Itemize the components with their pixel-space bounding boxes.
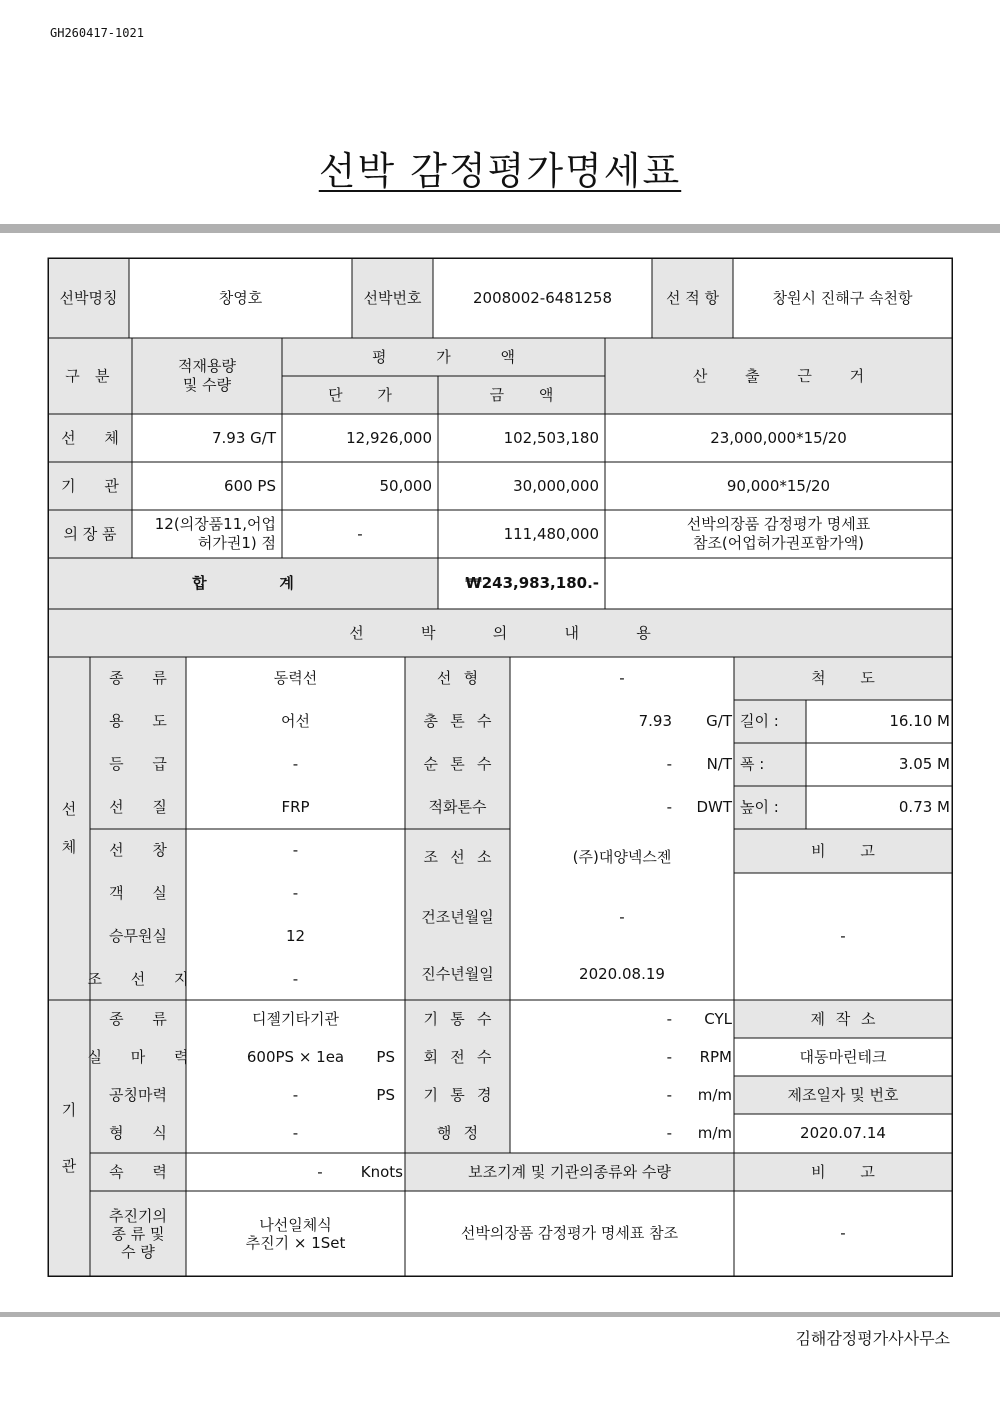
engine-spec-label: 기 통 수 xyxy=(423,1009,492,1028)
manufacture-label: 제조일자 및 번호 xyxy=(787,1085,899,1104)
hull-item-value: 12 xyxy=(285,926,306,945)
engine-item-value: - xyxy=(292,1085,299,1104)
speed-label: 속 력 xyxy=(109,1162,167,1181)
row-unit-price: - xyxy=(357,524,363,543)
built-date-label: 건조년월일 xyxy=(421,907,494,926)
engine-item-label: 공칭마력 xyxy=(109,1085,167,1104)
hull-section-label: 선 체 xyxy=(61,800,77,856)
row-basis: 23,000,000*15/20 xyxy=(710,428,847,447)
built-date-value: - xyxy=(619,907,625,926)
row-amount: 111,480,000 xyxy=(503,524,599,543)
capacity-header: 적재용량 및 수량 xyxy=(178,357,236,394)
total-value: ₩243,983,180.- xyxy=(465,574,599,593)
hull-item-value: FRP xyxy=(281,797,310,816)
row-label: 선 체 xyxy=(61,428,119,447)
hull-spec-unit: DWT xyxy=(696,798,732,817)
engine-item-value: 디젤기타기관 xyxy=(252,1009,339,1028)
value-header: 평 가 액 xyxy=(371,347,515,366)
port-value: 창원시 진해구 속천항 xyxy=(772,288,913,307)
engine-item-label: 실 마 력 xyxy=(87,1047,189,1066)
hull-spec-label: 총 톤 수 xyxy=(423,712,492,731)
manufacture-value: 2020.07.14 xyxy=(800,1124,886,1143)
hull-item-value: - xyxy=(292,754,299,773)
engine-section-label: 기 관 xyxy=(61,1100,77,1175)
engine-item-label: 종 류 xyxy=(109,1009,167,1028)
hull-spec-unit: N/T xyxy=(706,755,732,774)
engine-item-unit: PS xyxy=(376,1047,395,1066)
propulsion-label: 추진기의 종 류 및 수 량 xyxy=(109,1206,167,1261)
basis-header: 산 출 근 거 xyxy=(692,366,865,385)
detail-header: 선 박 의 내 용 xyxy=(349,623,651,642)
engine-spec-value: - xyxy=(666,1047,672,1066)
engine-spec-unit: RPM xyxy=(699,1047,732,1066)
row-unit-price: 50,000 xyxy=(379,476,432,495)
hull-item-value: 동력선 xyxy=(273,668,318,687)
engine-spec-label: 회 전 수 xyxy=(423,1047,492,1066)
hull-item-label: 등 급 xyxy=(109,754,167,773)
hull-spec-value: - xyxy=(619,669,625,688)
port-label: 선 적 항 xyxy=(665,288,719,307)
ship-number-value: 2008002-6481258 xyxy=(472,288,613,307)
builder-value: (주)대양넥스젠 xyxy=(572,848,672,867)
hull-spec-unit: G/T xyxy=(706,712,732,731)
hull-item-label: 선 창 xyxy=(109,840,167,859)
row-capacity: 600 PS xyxy=(224,476,276,495)
hull-spec-label: 적화톤수 xyxy=(428,798,487,817)
dimension-label: 폭 : xyxy=(740,755,765,774)
aux-machinery-value: 선박의장품 감정평가 명세표 참조 xyxy=(460,1224,679,1243)
amount-header: 금 액 xyxy=(489,385,554,404)
document-id: GH260417-1021 xyxy=(50,26,144,40)
propulsion-value: 나선일체식 추진기 × 1Set xyxy=(245,1215,346,1252)
engine-item-value: - xyxy=(292,1123,299,1142)
hull-item-label: 조 선 지 xyxy=(87,969,189,988)
engine-spec-unit: CYL xyxy=(704,1009,732,1028)
maker-label: 제 작 소 xyxy=(810,1009,876,1028)
dimension-value: 0.73 M xyxy=(898,798,950,817)
ship-name-value: 창영호 xyxy=(218,288,263,307)
hull-item-label: 용 도 xyxy=(109,711,167,730)
builder-label: 조 선 소 xyxy=(423,848,492,867)
hull-item-label: 종 류 xyxy=(109,668,167,687)
launch-date-label: 진수년월일 xyxy=(421,964,494,983)
maker-value: 대동마린테크 xyxy=(799,1047,887,1066)
engine-item-unit xyxy=(365,1114,405,1152)
engine-item-label: 형 식 xyxy=(109,1123,167,1142)
row-amount: 30,000,000 xyxy=(513,476,599,495)
speed-value: - xyxy=(317,1162,323,1181)
engine-spec-label: 기 통 경 xyxy=(423,1085,492,1104)
hull-item-label: 객 실 xyxy=(109,883,167,902)
hull-item-value: 어선 xyxy=(281,711,310,730)
office-name: 김해감정평가사사무소 xyxy=(795,1329,950,1348)
hull-spec-label: 선 형 xyxy=(436,669,479,688)
engine-spec-value: - xyxy=(666,1123,672,1142)
row-capacity: 12(의장품11,어업 허가권1) 점 xyxy=(154,515,276,552)
hull-spec-value: - xyxy=(666,798,672,817)
speed-unit: Knots xyxy=(360,1162,403,1181)
row-basis: 90,000*15/20 xyxy=(726,476,831,495)
dimension-value: 3.05 M xyxy=(898,755,950,774)
aux-machinery-label: 보조기계 및 기관의종류와 수량 xyxy=(468,1162,671,1181)
unit-price-header: 단 가 xyxy=(328,385,392,404)
engine-item-value: 600PS × 1ea xyxy=(246,1047,345,1066)
dimension-label: 높이 : xyxy=(740,798,779,817)
engine-spec-unit: m/m xyxy=(697,1085,732,1104)
engine-item-unit: PS xyxy=(376,1085,395,1104)
ship-number-label: 선박번호 xyxy=(363,288,422,307)
engine-remarks-value: - xyxy=(840,1224,846,1243)
row-label: 기 관 xyxy=(61,476,119,495)
row-unit-price: 12,926,000 xyxy=(346,428,432,447)
engine-remarks-label: 비 고 xyxy=(811,1162,875,1181)
hull-remarks-label: 비 고 xyxy=(811,841,875,860)
engine-spec-value: - xyxy=(666,1085,672,1104)
row-amount: 102,503,180 xyxy=(503,428,599,447)
category-header: 구 분 xyxy=(65,366,115,385)
page-title: 선박 감정평가명세표 xyxy=(318,149,682,193)
row-label: 의 장 품 xyxy=(63,524,117,543)
hull-spec-label: 순 톤 수 xyxy=(423,755,492,774)
launch-date-value: 2020.08.19 xyxy=(579,964,665,983)
engine-item-unit xyxy=(365,1000,405,1038)
hull-item-label: 선 질 xyxy=(109,797,167,816)
row-basis: 선박의장품 감정평가 명세표 참조(어업허가권포함가액) xyxy=(686,515,871,552)
dimension-value: 16.10 M xyxy=(889,712,950,731)
hull-remarks-value: - xyxy=(840,927,846,946)
engine-spec-unit: m/m xyxy=(697,1123,732,1142)
hull-item-value: - xyxy=(292,883,299,902)
row-capacity: 7.93 G/T xyxy=(211,428,276,447)
hull-item-value: - xyxy=(292,969,299,988)
ship-name-label: 선박명칭 xyxy=(59,288,118,307)
engine-spec-label: 행 정 xyxy=(436,1123,479,1142)
total-label: 합 계 xyxy=(192,574,294,593)
hull-item-value: - xyxy=(292,840,299,859)
dimensions-header: 척 도 xyxy=(811,669,875,688)
engine-spec-value: - xyxy=(666,1009,672,1028)
hull-item-label: 승무원실 xyxy=(109,926,167,945)
dimension-label: 길이 : xyxy=(740,712,779,731)
hull-spec-value: 7.93 xyxy=(638,712,672,731)
hull-spec-value: - xyxy=(666,755,672,774)
